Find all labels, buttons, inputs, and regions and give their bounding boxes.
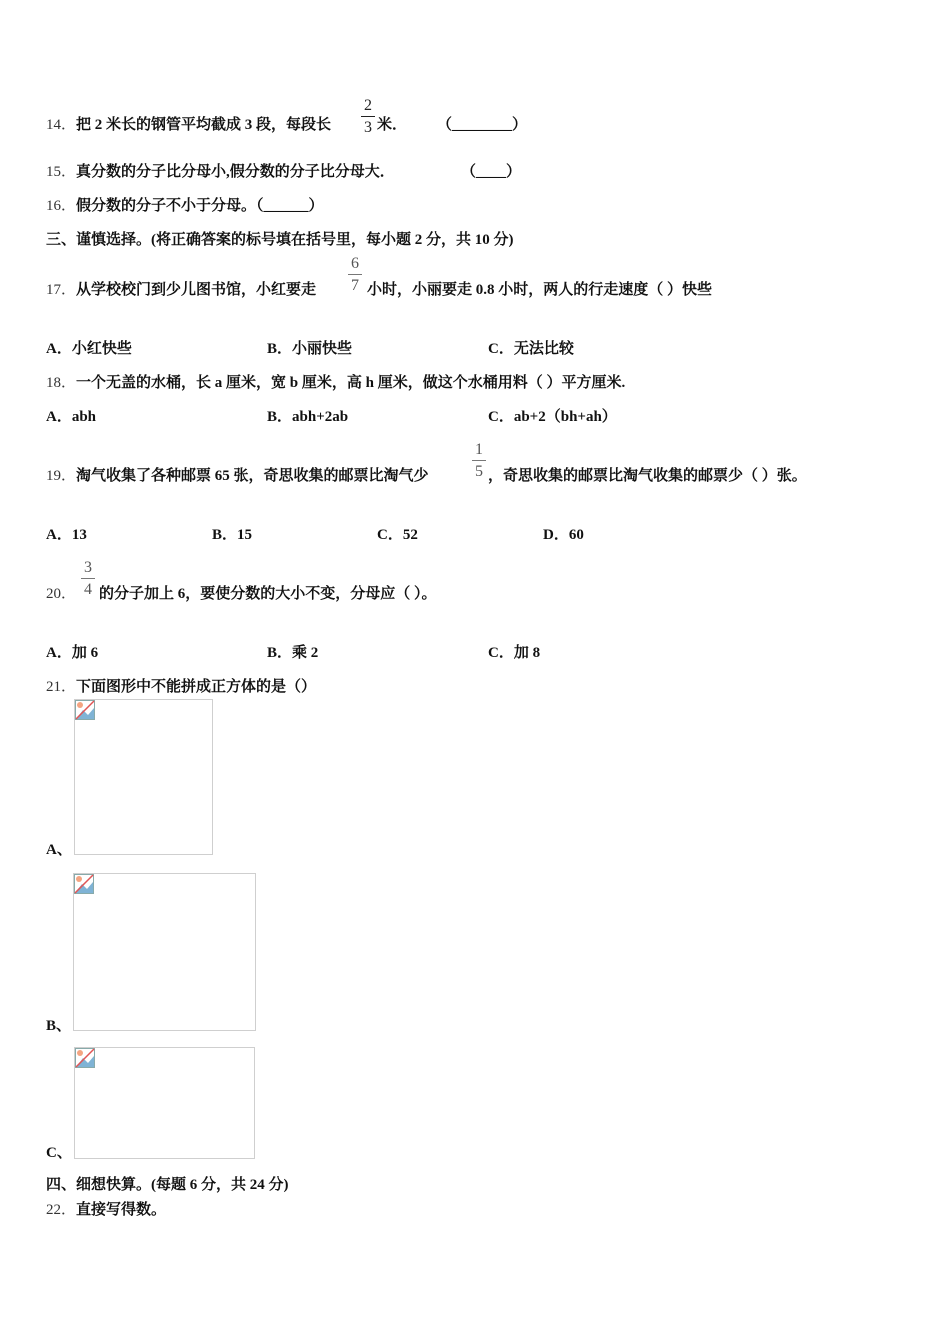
question-number: 14．: [46, 117, 77, 133]
question-text: 真分数的分子比分母小,假分数的分子比分母大．: [76, 164, 395, 180]
question-17: [46, 280, 316, 300]
question-15: [46, 162, 395, 182]
option-d[interactable]: D．60: [543, 527, 584, 543]
question-22: [46, 1200, 166, 1220]
option-a[interactable]: A．13: [46, 527, 87, 543]
question-20-number: [46, 584, 76, 604]
fraction-numerator: 2: [364, 97, 372, 114]
broken-image-icon: [74, 874, 94, 894]
fraction-numerator: 3: [84, 559, 92, 576]
option-a[interactable]: A．加 6: [46, 645, 99, 661]
question-text: 下面图形中不能拼成正方体的是（）: [76, 679, 317, 695]
question-19: [46, 466, 429, 486]
option-a[interactable]: A．小红快些: [46, 341, 132, 357]
fraction-numerator: 6: [351, 255, 359, 272]
option-label-b: B、: [46, 1018, 72, 1034]
question-17-tail: [367, 280, 712, 300]
question-18: [46, 373, 625, 393]
question-number: 18．: [46, 375, 77, 391]
option-label-c: C、: [46, 1145, 72, 1161]
fraction-bar: [348, 274, 362, 275]
figure-a-image[interactable]: [74, 699, 213, 855]
fraction-bar: [472, 460, 486, 461]
fraction-6-7: [348, 255, 362, 295]
question-text: ，奇思收集的邮票比淘气收集的邮票少（ ）张。: [488, 468, 807, 484]
question-text: 假分数的分子不小于分母。（______）: [76, 198, 324, 214]
fraction-bar: [81, 578, 95, 579]
option-b[interactable]: B．乘 2: [267, 645, 319, 661]
question-number: 19．: [46, 468, 77, 484]
question-16: [46, 196, 324, 216]
option-c[interactable]: C．ab+2（bh+ah）: [488, 409, 617, 425]
question-text: 从学校校门到少儿图书馆，小红要走: [76, 282, 317, 298]
option-a[interactable]: A．abh: [46, 409, 97, 425]
answer-blank[interactable]: （____）: [461, 164, 522, 180]
answer-blank[interactable]: （________）: [437, 117, 528, 133]
question-19-tail: [488, 466, 807, 486]
question-number: 17．: [46, 282, 77, 298]
question-21: [46, 677, 316, 697]
figure-c-image[interactable]: [74, 1047, 255, 1159]
question-text: 小时，小丽要走 0.8 小时，两人的行走速度（ ）快些: [367, 282, 713, 298]
broken-image-icon: [75, 700, 95, 720]
fraction-denominator: 4: [84, 581, 92, 598]
option-c[interactable]: C．无法比较: [488, 341, 574, 357]
question-text: 把 2 米长的钢管平均截成 3 段，每段长: [76, 117, 332, 133]
broken-image-icon: [75, 1048, 95, 1068]
section-heading: 四、细想快算。(每题 6 分，共 24 分): [46, 1177, 289, 1193]
option-label-a: A、: [46, 842, 72, 858]
question-14-tail: [377, 115, 407, 135]
fraction-denominator: 7: [351, 277, 359, 294]
question-number: 15．: [46, 164, 77, 180]
question-number: 16．: [46, 198, 77, 214]
option-c[interactable]: C．52: [377, 527, 418, 543]
section-heading: 三、谨慎选择。(将正确答案的标号填在括号里，每小题 2 分，共 10 分): [46, 232, 514, 248]
fraction-3-4: [81, 559, 95, 599]
question-text: 一个无盖的水桶，长 a 厘米，宽 b 厘米，高 h 厘米，做这个水桶用料（ ）平方厘米.: [76, 375, 626, 391]
option-c[interactable]: C．加 8: [488, 645, 541, 661]
question-text: 直接写得数。: [76, 1202, 167, 1218]
figure-b-image[interactable]: [73, 873, 256, 1031]
option-b[interactable]: B．15: [212, 527, 253, 543]
option-b[interactable]: B．abh+2ab: [267, 409, 349, 425]
fraction-denominator: 3: [364, 119, 372, 136]
question-number: 21．: [46, 679, 77, 695]
option-b[interactable]: B．小丽快些: [267, 341, 353, 357]
question-14: [46, 115, 331, 135]
question-text: 米．: [377, 117, 408, 133]
fraction-1-5: [472, 441, 486, 481]
fraction-bar: [361, 116, 375, 117]
question-number: 20．: [46, 586, 77, 602]
question-text: 淘气收集了各种邮票 65 张，奇思收集的邮票比淘气少: [76, 468, 429, 484]
question-text: 的分子加上 6，要使分数的大小不变，分母应（ ）。: [99, 586, 437, 602]
fraction-2-3: [361, 97, 375, 137]
question-number: 22．: [46, 1202, 77, 1218]
fraction-numerator: 1: [475, 441, 483, 458]
fraction-denominator: 5: [475, 463, 483, 480]
question-20: [99, 584, 437, 604]
